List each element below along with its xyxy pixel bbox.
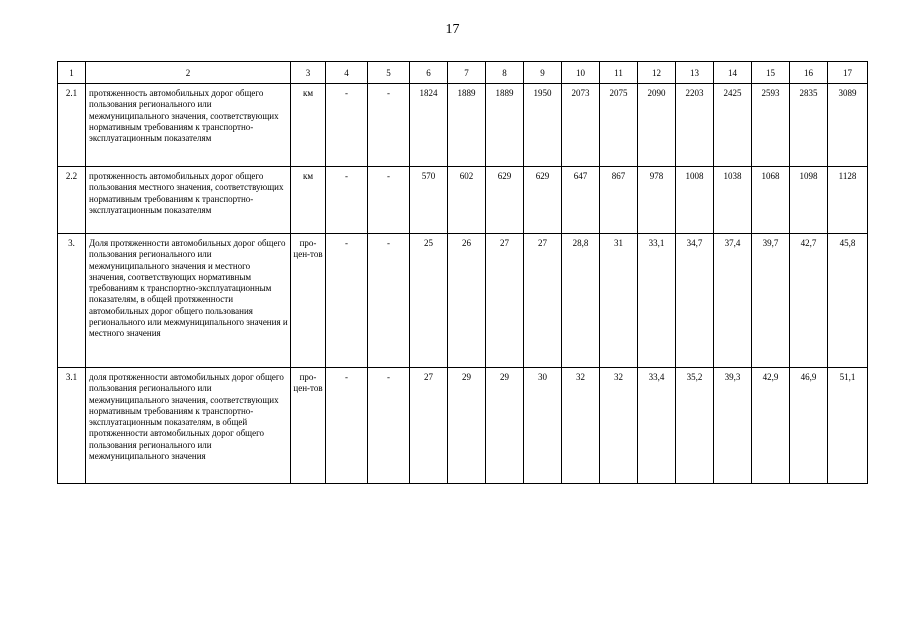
value-cell: 2073: [562, 84, 600, 167]
table-header-row: [58, 62, 868, 84]
value-cell: 2090: [638, 84, 676, 167]
header-cell: 5: [368, 62, 410, 84]
value-cell: 1889: [448, 84, 486, 167]
value-cell: 33,1: [638, 234, 676, 368]
value-cell: -: [368, 368, 410, 484]
header-cell: 4: [326, 62, 368, 84]
value-cell: 42,9: [752, 368, 790, 484]
value-cell: 32: [600, 368, 638, 484]
value-cell: 28,8: [562, 234, 600, 368]
header-cell: 17: [828, 62, 868, 84]
value-cell: -: [326, 84, 368, 167]
page-number: 17: [445, 22, 460, 37]
header-cell: 8: [486, 62, 524, 84]
value-cell: 570: [410, 167, 448, 234]
unit-cell: про-цен-тов: [291, 234, 326, 368]
value-cell: 1824: [410, 84, 448, 167]
header-cell: 3: [291, 62, 326, 84]
value-cell: -: [326, 167, 368, 234]
value-cell: 2425: [714, 84, 752, 167]
header-cell: 10: [562, 62, 600, 84]
value-cell: 1008: [676, 167, 714, 234]
value-cell: 1038: [714, 167, 752, 234]
unit-cell: км: [291, 84, 326, 167]
value-cell: 1950: [524, 84, 562, 167]
value-cell: 30: [524, 368, 562, 484]
value-cell: 32: [562, 368, 600, 484]
row-number-cell: 3.1: [58, 368, 86, 484]
indicator-table: [57, 61, 868, 484]
unit-cell: про-цен-тов: [291, 368, 326, 484]
header-cell: 7: [448, 62, 486, 84]
value-cell: 1068: [752, 167, 790, 234]
header-cell: 13: [676, 62, 714, 84]
value-cell: -: [368, 167, 410, 234]
value-cell: 34,7: [676, 234, 714, 368]
value-cell: 39,3: [714, 368, 752, 484]
indicator-name-cell: доля протяженности автомобильных дорог общего пользования регионального или межмуниципального значения, соответствующих нормативным требованиям к транспортно-эксплуатационным показателям, в общей протяженности автомобильных дорог общего пользования регионального или межмуниципального значения: [86, 368, 291, 484]
value-cell: 629: [486, 167, 524, 234]
value-cell: -: [326, 368, 368, 484]
row-number-cell: 3.: [58, 234, 86, 368]
value-cell: 1128: [828, 167, 868, 234]
value-cell: 2203: [676, 84, 714, 167]
value-cell: 39,7: [752, 234, 790, 368]
header-cell: 2: [86, 62, 291, 84]
table-row: [58, 167, 868, 234]
value-cell: -: [326, 234, 368, 368]
value-cell: 29: [486, 368, 524, 484]
indicator-name-cell: протяженность автомобильных дорог общего пользования регионального или межмуниципального значения, соответствующих нормативным требованиям к транспортно-эксплуатационным показателям: [86, 84, 291, 167]
row-number-cell: 2.2: [58, 167, 86, 234]
value-cell: 42,7: [790, 234, 828, 368]
header-cell: 14: [714, 62, 752, 84]
value-cell: 2075: [600, 84, 638, 167]
value-cell: 602: [448, 167, 486, 234]
value-cell: 33,4: [638, 368, 676, 484]
header-cell: 6: [410, 62, 448, 84]
value-cell: 27: [410, 368, 448, 484]
value-cell: 26: [448, 234, 486, 368]
header-cell: 15: [752, 62, 790, 84]
value-cell: 2835: [790, 84, 828, 167]
value-cell: 27: [524, 234, 562, 368]
row-number-cell: 2.1: [58, 84, 86, 167]
value-cell: 647: [562, 167, 600, 234]
value-cell: 25: [410, 234, 448, 368]
header-cell: 11: [600, 62, 638, 84]
value-cell: 31: [600, 234, 638, 368]
indicator-name-cell: Доля протяженности автомобильных дорог общего пользования регионального или межмуниципального значения и местного значения, соответствующих нормативным требованиям к транспортно-эксплуатационным показателям, в общей протяженности автомобильных дорог общего пользования регионального или межмуниципального значения и местного значения: [86, 234, 291, 368]
value-cell: 35,2: [676, 368, 714, 484]
table-row: [58, 234, 868, 368]
header-cell: 1: [58, 62, 86, 84]
table-row: [58, 84, 868, 167]
value-cell: -: [368, 234, 410, 368]
value-cell: 1889: [486, 84, 524, 167]
header-cell: 12: [638, 62, 676, 84]
value-cell: 3089: [828, 84, 868, 167]
value-cell: 45,8: [828, 234, 868, 368]
value-cell: 2593: [752, 84, 790, 167]
value-cell: 51,1: [828, 368, 868, 484]
unit-cell: км: [291, 167, 326, 234]
header-cell: 16: [790, 62, 828, 84]
value-cell: -: [368, 84, 410, 167]
value-cell: 629: [524, 167, 562, 234]
value-cell: 46,9: [790, 368, 828, 484]
table-row: [58, 368, 868, 484]
value-cell: 37,4: [714, 234, 752, 368]
value-cell: 978: [638, 167, 676, 234]
value-cell: 867: [600, 167, 638, 234]
value-cell: 29: [448, 368, 486, 484]
value-cell: 27: [486, 234, 524, 368]
header-cell: 9: [524, 62, 562, 84]
value-cell: 1098: [790, 167, 828, 234]
indicator-name-cell: протяженность автомобильных дорог общего пользования местного значения, соответствующих нормативным требованиям к транспортно-эксплуатационным показателям: [86, 167, 291, 234]
